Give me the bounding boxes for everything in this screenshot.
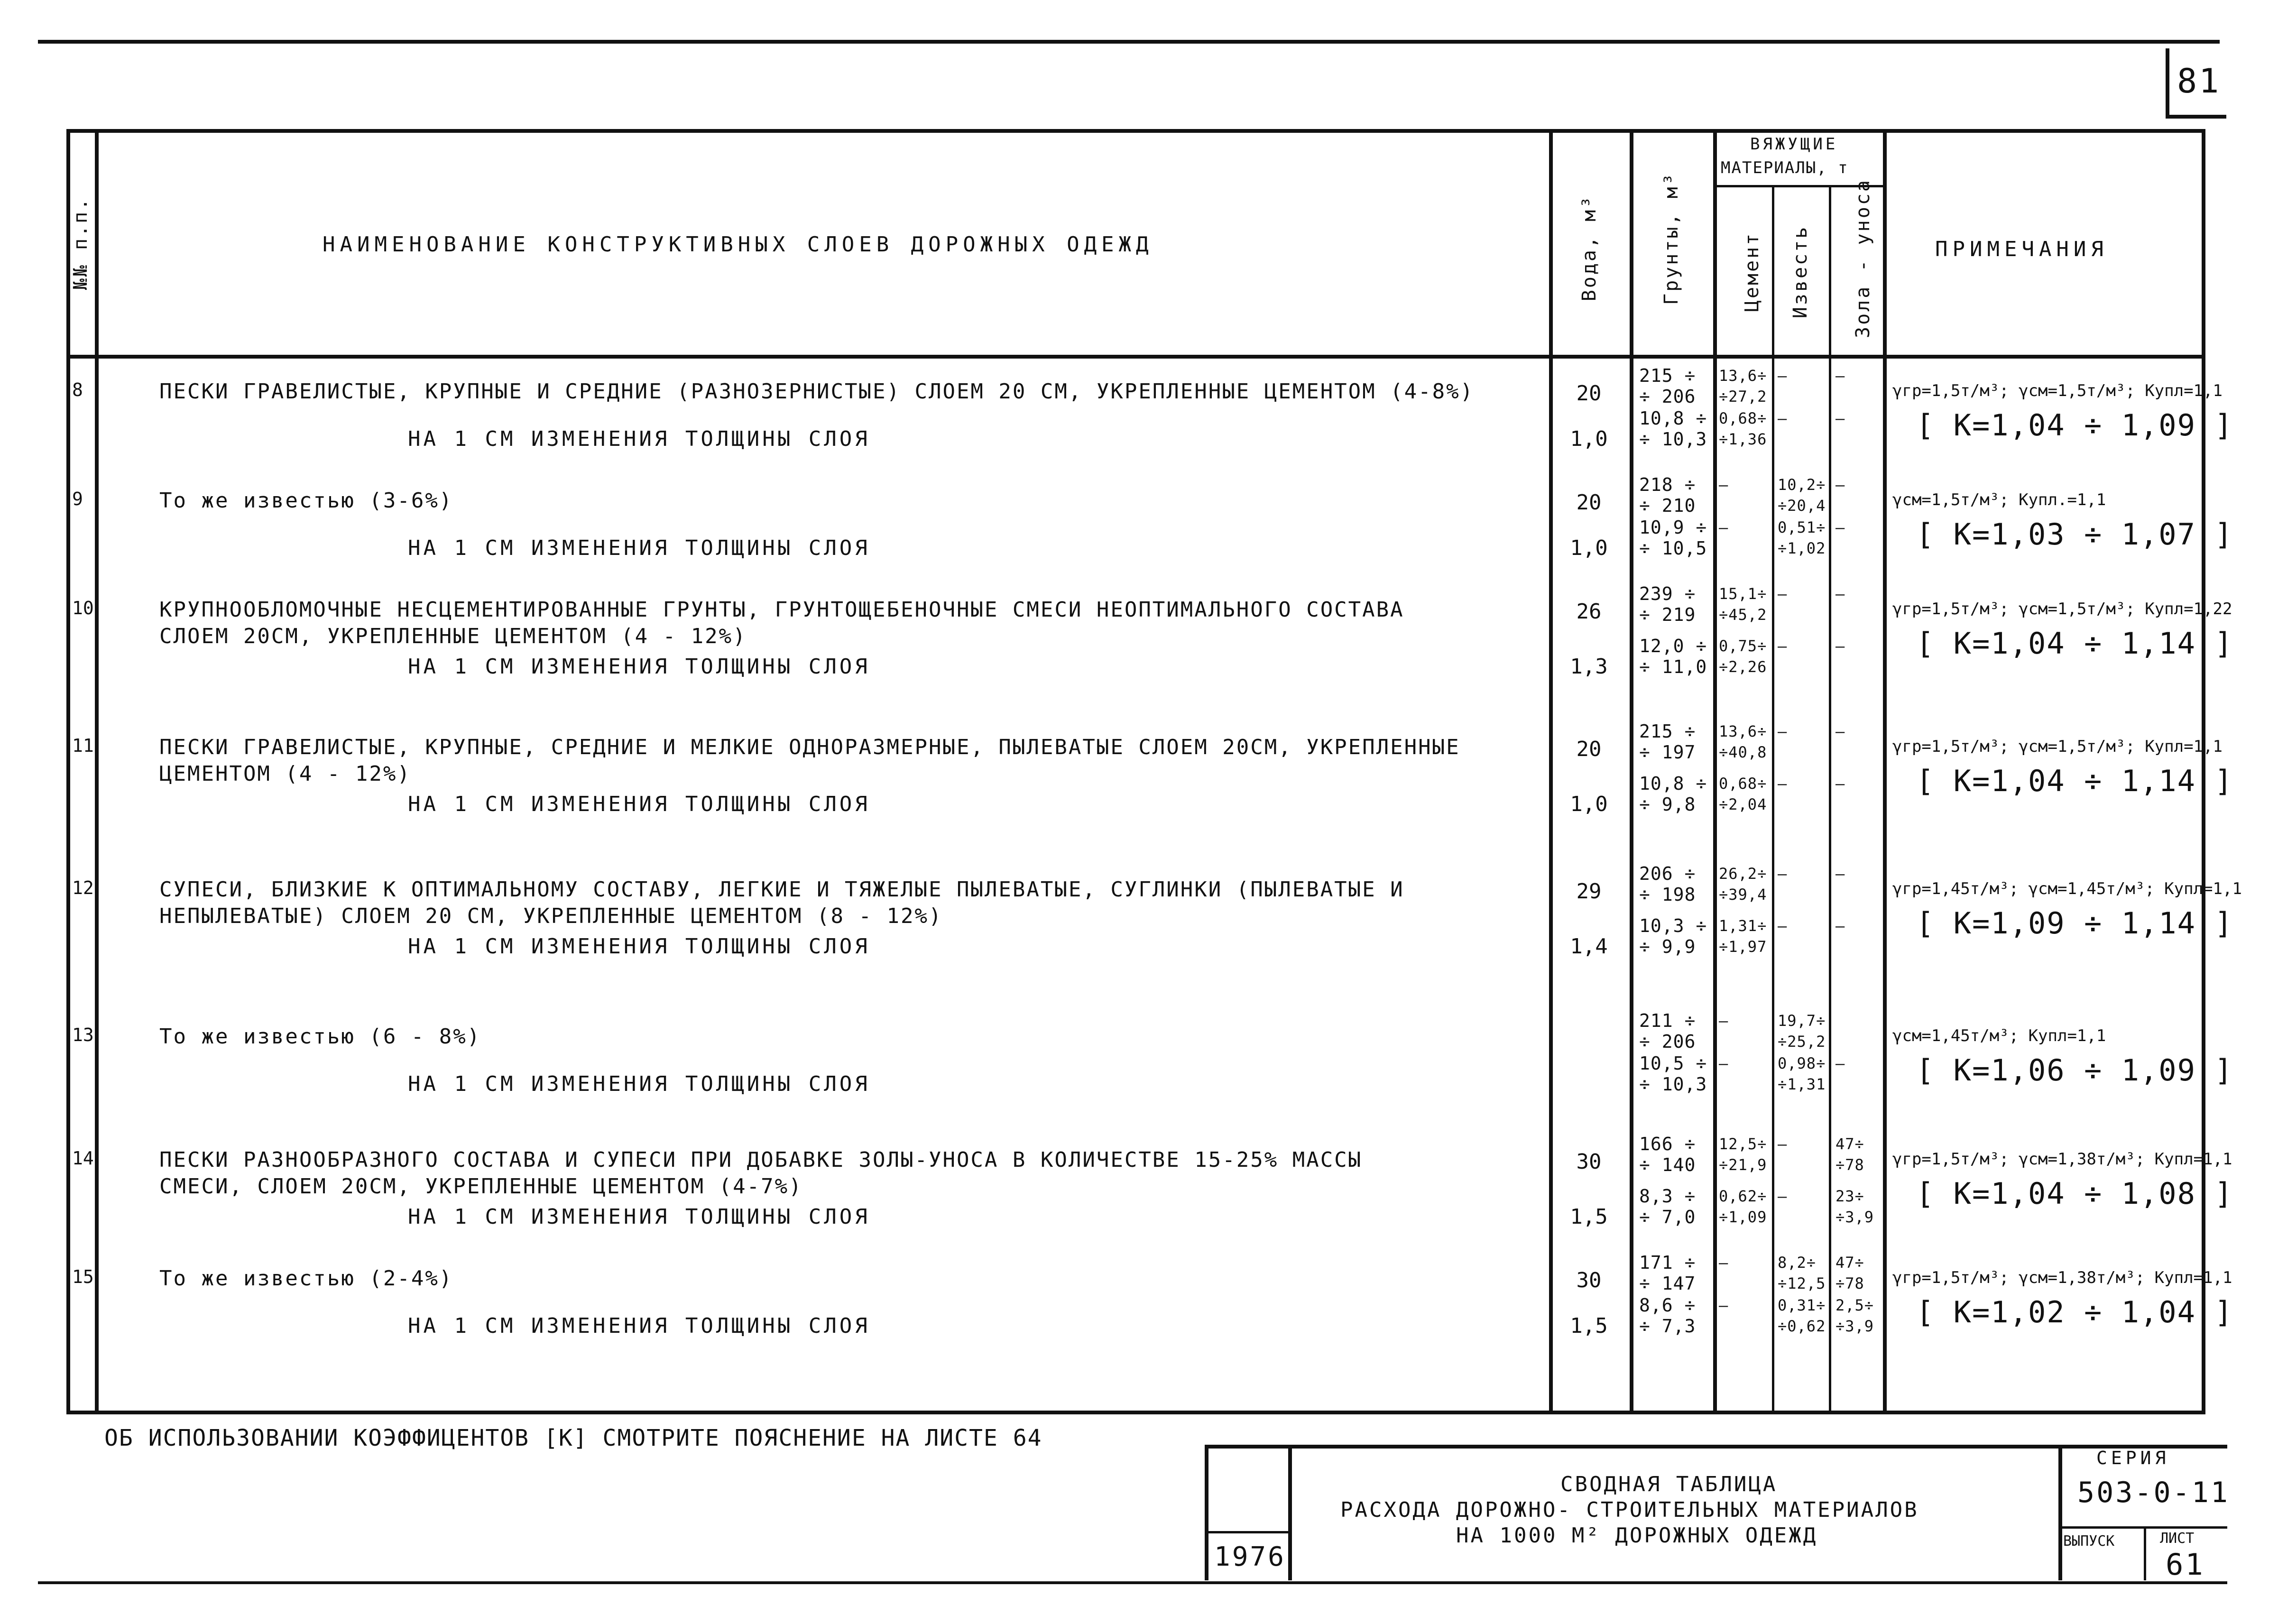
- stamp-title-3: НА 1000 М² ДОРОЖНЫХ ОДЕЖД: [1456, 1523, 1818, 1548]
- cement-range-per-cm: 0,68÷ ÷2,04: [1719, 775, 1767, 813]
- bottom-rule: [38, 1581, 2227, 1584]
- row-number: 14: [72, 1148, 94, 1169]
- page-number: 81: [2177, 62, 2221, 101]
- soil-range-per-cm: 10,8 ÷ ÷ 9,8: [1639, 773, 1707, 815]
- cement-range: 13,6÷ ÷27,2: [1719, 367, 1767, 406]
- note-coefficient: [ К=1,04 ÷ 1,14 ]: [1916, 626, 2233, 661]
- stamp-series-rule: [2058, 1526, 2227, 1529]
- lime-range-per-cm: 0,51÷ ÷1,02: [1778, 518, 1826, 557]
- ash-range-per-cm: —: [1835, 637, 1845, 655]
- ash-range-per-cm: —: [1835, 917, 1845, 935]
- water-value-per-cm: 1,0: [1570, 536, 1608, 560]
- cement-range: 12,5÷ ÷21,9: [1719, 1135, 1767, 1174]
- ash-range: —: [1835, 476, 1845, 494]
- cement-range-per-cm: —: [1719, 518, 1729, 536]
- soil-range: 166 ÷ ÷ 140: [1639, 1134, 1696, 1175]
- soil-range-per-cm: 10,3 ÷ ÷ 9,9: [1639, 915, 1707, 957]
- layer-name: То же известью (3-6%): [159, 489, 453, 513]
- note-density: γгр=1,5т/м³; γсм=1,5т/м³; Купл=1,22: [1892, 600, 2232, 618]
- water-value-per-cm: 1,5: [1570, 1314, 1608, 1338]
- layer-name: ПЕСКИ ГРАВЕЛИСТЫЕ, КРУПНЫЕ И СРЕДНИЕ (РАЗНОЗЕРНИСТЫЕ) СЛОЕМ 20 СМ, УКРЕПЛЕННЫЕ ЦЕМЕНТОМ (4-8%): [159, 379, 1475, 404]
- note-coefficient: [ К=1,04 ÷ 1,09 ]: [1916, 408, 2233, 443]
- cement-range: 15,1÷ ÷45,2: [1719, 585, 1767, 624]
- top-rule: [38, 40, 2220, 44]
- water-value-per-cm: 1,5: [1570, 1205, 1608, 1229]
- cement-range-per-cm: 1,31÷ ÷1,97: [1719, 917, 1767, 956]
- col-sep-name: [1549, 129, 1553, 1414]
- water-value-per-cm: 1,4: [1570, 934, 1608, 959]
- water-value-per-cm: 1,0: [1570, 427, 1608, 451]
- lime-range: —: [1778, 367, 1788, 385]
- soil-range-per-cm: 10,9 ÷ ÷ 10,5: [1639, 517, 1707, 559]
- header-soil: Грунты, м³: [1660, 172, 1682, 305]
- footnote: ОБ ИСПОЛЬЗОВАНИИ КОЭФФИЦЕНТОВ [К] СМОТРИТЕ ПОЯСНЕНИЕ НА ЛИСТЕ 64: [104, 1425, 1042, 1451]
- header-ash: Зола - уноса: [1852, 178, 1874, 338]
- soil-range: 239 ÷ ÷ 219: [1639, 583, 1696, 625]
- soil-range: 171 ÷ ÷ 147: [1639, 1252, 1696, 1294]
- col-sep-water: [1630, 129, 1633, 1414]
- soil-range: 211 ÷ ÷ 206: [1639, 1010, 1696, 1052]
- layer-name-cont: СЛОЕМ 20СМ, УКРЕПЛЕННЫЕ ЦЕМЕНТОМ (4 - 12%): [159, 624, 747, 648]
- note-coefficient: [ К=1,04 ÷ 1,14 ]: [1916, 764, 2233, 798]
- stamp-sep-series: [2058, 1445, 2062, 1580]
- ash-range: —: [1835, 585, 1845, 603]
- per-cm-label: НА 1 СМ ИЗМЕНЕНИЯ ТОЛЩИНЫ СЛОЯ: [408, 792, 870, 816]
- per-cm-label: НА 1 СМ ИЗМЕНЕНИЯ ТОЛЩИНЫ СЛОЯ: [408, 1072, 870, 1096]
- layer-name: ПЕСКИ РАЗНООБРАЗНОГО СОСТАВА И СУПЕСИ ПРИ ДОБАВКЕ ЗОЛЫ-УНОСА В КОЛИЧЕСТВЕ 15-25% МАССЫ: [159, 1148, 1363, 1172]
- layer-name-cont: НЕПЫЛЕВАТЫЕ) СЛОЕМ 20 СМ, УКРЕПЛЕННЫЕ ЦЕМЕНТОМ (8 - 12%): [159, 904, 943, 928]
- note-density: γгр=1,5т/м³; γсм=1,38т/м³; Купл=1,1: [1892, 1150, 2232, 1169]
- lime-range: —: [1778, 585, 1788, 603]
- stamp-title-1: СВОДНАЯ ТАБЛИЦА: [1560, 1472, 1778, 1496]
- per-cm-label: НА 1 СМ ИЗМЕНЕНИЯ ТОЛЩИНЫ СЛОЯ: [408, 1314, 870, 1338]
- soil-range-per-cm: 10,5 ÷ ÷ 10,3: [1639, 1053, 1707, 1095]
- ash-range-per-cm: 23÷ ÷3,9: [1835, 1187, 1874, 1226]
- lime-range-per-cm: 0,98÷ ÷1,31: [1778, 1054, 1826, 1093]
- per-cm-label: НА 1 СМ ИЗМЕНЕНИЯ ТОЛЩИНЫ СЛОЯ: [408, 427, 870, 451]
- ash-range-per-cm: —: [1835, 409, 1845, 427]
- cement-range-per-cm: 0,75÷ ÷2,26: [1719, 637, 1767, 676]
- note-density: γгр=1,45т/м³; γсм=1,45т/м³; Купл=1,1: [1892, 879, 2242, 898]
- note-coefficient: [ К=1,04 ÷ 1,08 ]: [1916, 1176, 2233, 1211]
- header-notes: ПРИМЕЧАНИЯ: [1935, 237, 2108, 261]
- note-coefficient: [ К=1,02 ÷ 1,04 ]: [1916, 1295, 2233, 1329]
- layer-name: То же известью (2-4%): [159, 1266, 453, 1291]
- lime-range: 19,7÷ ÷25,2: [1778, 1012, 1826, 1051]
- header-name: НАИМЕНОВАНИЕ КОНСТРУКТИВНЫХ СЛОЕВ ДОРОЖНЫХ ОДЕЖД: [323, 232, 1153, 257]
- col-sep-num: [95, 129, 99, 1414]
- header-binders-top: ВЯЖУЩИЕ: [1750, 135, 1838, 154]
- note-density: γгр=1,5т/м³; γсм=1,5т/м³; Купл=1,1: [1892, 737, 2223, 756]
- ash-range-per-cm: —: [1835, 518, 1845, 536]
- note-coefficient: [ К=1,03 ÷ 1,07 ]: [1916, 517, 2233, 552]
- note-density: γсм=1,45т/м³; Купл=1,1: [1892, 1026, 2106, 1045]
- row-number: 11: [72, 735, 94, 756]
- water-value: 20: [1576, 381, 1602, 406]
- layer-name: КРУПНООБЛОМОЧНЫЕ НЕСЦЕМЕНТИРОВАННЫЕ ГРУНТЫ, ГРУНТОЩЕБЕНОЧНЫЕ СМЕСИ НЕОПТИМАЛЬНОГО СОСТАВА: [159, 598, 1404, 622]
- col-sep-cement: [1772, 185, 1774, 1414]
- header-lime: Известь: [1789, 225, 1811, 319]
- lime-range-per-cm: 0,31÷ ÷0,62: [1778, 1296, 1826, 1335]
- header-cement: Цемент: [1741, 231, 1763, 312]
- per-cm-label: НА 1 СМ ИЗМЕНЕНИЯ ТОЛЩИНЫ СЛОЯ: [408, 536, 870, 560]
- cement-range: —: [1719, 476, 1729, 494]
- lime-range-per-cm: —: [1778, 917, 1788, 935]
- stamp-series-value: 503-0-11: [2077, 1476, 2230, 1509]
- ash-range: —: [1835, 722, 1845, 740]
- water-value: 20: [1576, 737, 1602, 761]
- lime-range-per-cm: —: [1778, 1187, 1788, 1205]
- soil-range-per-cm: 12,0 ÷ ÷ 11,0: [1639, 636, 1707, 677]
- lime-range: 10,2÷ ÷20,4: [1778, 476, 1826, 515]
- water-value: 29: [1576, 879, 1602, 904]
- row-number: 8: [72, 379, 83, 400]
- header-water: Вода, м³: [1578, 194, 1600, 302]
- layer-name: ПЕСКИ ГРАВЕЛИСТЫЕ, КРУПНЫЕ, СРЕДНИЕ И МЕЛКИЕ ОДНОРАЗМЕРНЫЕ, ПЫЛЕВАТЫЕ СЛОЕМ 20СМ, УКРЕПЛЕННЫЕ: [159, 735, 1460, 759]
- water-value-per-cm: 1,3: [1570, 655, 1608, 679]
- water-value: 30: [1576, 1268, 1602, 1292]
- water-value: 20: [1576, 490, 1602, 515]
- cement-range: —: [1719, 1254, 1729, 1272]
- soil-range: 215 ÷ ÷ 197: [1639, 721, 1696, 763]
- cement-range: 26,2÷ ÷39,4: [1719, 865, 1767, 904]
- row-number: 13: [72, 1024, 94, 1045]
- row-number: 15: [72, 1266, 94, 1287]
- header-rule: [66, 355, 2205, 359]
- soil-range: 218 ÷ ÷ 210: [1639, 474, 1696, 516]
- layer-name-cont: ЦЕМЕНТОМ (4 - 12%): [159, 762, 411, 786]
- layer-name-cont: СМЕСИ, СЛОЕМ 20СМ, УКРЕПЛЕННЫЕ ЦЕМЕНТОМ (4-7%): [159, 1174, 803, 1199]
- row-number: 10: [72, 598, 94, 618]
- lime-range-per-cm: —: [1778, 409, 1788, 427]
- note-density: γгр=1,5т/м³; γсм=1,38т/м³; Купл=1,1: [1892, 1268, 2232, 1287]
- stamp-title-2: РАСХОДА ДОРОЖНО- СТРОИТЕЛЬНЫХ МАТЕРИАЛОВ: [1340, 1498, 1919, 1522]
- col-sep-ash: [1883, 129, 1887, 1414]
- ash-range: —: [1835, 367, 1845, 385]
- soil-range-per-cm: 10,8 ÷ ÷ 10,3: [1639, 408, 1707, 450]
- water-value: 26: [1576, 600, 1602, 624]
- soil-range-per-cm: 8,6 ÷ ÷ 7,3: [1639, 1295, 1696, 1337]
- ash-range-per-cm: —: [1835, 1054, 1845, 1072]
- lime-range-per-cm: —: [1778, 775, 1788, 793]
- stamp-issue-sep: [2144, 1526, 2146, 1580]
- note-coefficient: [ К=1,06 ÷ 1,09 ]: [1916, 1053, 2233, 1088]
- layer-name: То же известью (6 - 8%): [159, 1024, 481, 1049]
- stamp-series-label: СЕРИЯ: [2096, 1448, 2170, 1468]
- soil-range: 206 ÷ ÷ 198: [1639, 863, 1696, 905]
- stamp-issue-label: ВЫПУСК: [2063, 1533, 2115, 1550]
- water-value-per-cm: 1,0: [1570, 792, 1608, 816]
- stamp-year: 1976: [1214, 1541, 1286, 1572]
- lime-range-per-cm: —: [1778, 637, 1788, 655]
- cement-range: 13,6÷ ÷40,8: [1719, 722, 1767, 761]
- cement-range-per-cm: 0,62÷ ÷1,09: [1719, 1187, 1767, 1226]
- ash-range-per-cm: —: [1835, 775, 1845, 793]
- water-value: 30: [1576, 1150, 1602, 1174]
- cement-range: —: [1719, 1012, 1729, 1030]
- lime-range: —: [1778, 1135, 1788, 1153]
- row-number: 12: [72, 877, 94, 898]
- ash-range: 47÷ ÷78: [1835, 1254, 1864, 1292]
- per-cm-label: НА 1 СМ ИЗМЕНЕНИЯ ТОЛЩИНЫ СЛОЯ: [408, 1205, 870, 1229]
- cement-range-per-cm: —: [1719, 1296, 1729, 1314]
- soil-range-per-cm: 8,3 ÷ ÷ 7,0: [1639, 1186, 1696, 1227]
- layer-name: СУПЕСИ, БЛИЗКИЕ К ОПТИМАЛЬНОМУ СОСТАВУ, ЛЕГКИЕ И ТЯЖЕЛЫЕ ПЫЛЕВАТЫЕ, СУГЛИНКИ (ПЫЛЕВАТЫЕ И: [159, 877, 1404, 902]
- soil-range: 215 ÷ ÷ 206: [1639, 365, 1696, 407]
- col-sep-lime: [1829, 185, 1831, 1414]
- cement-range-per-cm: —: [1719, 1054, 1729, 1072]
- stamp-sep-year: [1288, 1445, 1292, 1580]
- header-binders-bottom: МАТЕРИАЛЫ, т: [1721, 158, 1849, 177]
- per-cm-label: НА 1 СМ ИЗМЕНЕНИЯ ТОЛЩИНЫ СЛОЯ: [408, 934, 870, 959]
- row-number: 9: [72, 489, 83, 509]
- note-density: γгр=1,5т/м³; γсм=1,5т/м³; Купл=1,1: [1892, 381, 2223, 400]
- ash-range: —: [1835, 865, 1845, 883]
- lime-range: 8,2÷ ÷12,5: [1778, 1254, 1826, 1292]
- cement-range-per-cm: 0,68÷ ÷1,36: [1719, 409, 1767, 448]
- ash-range-per-cm: 2,5÷ ÷3,9: [1835, 1296, 1874, 1335]
- note-coefficient: [ К=1,09 ÷ 1,14 ]: [1916, 906, 2233, 941]
- stamp-year-rule: [1205, 1531, 1288, 1533]
- note-density: γсм=1,5т/м³; Купл.=1,1: [1892, 490, 2106, 509]
- stamp-sheet-value: 61: [2166, 1547, 2205, 1582]
- lime-range: —: [1778, 722, 1788, 740]
- header-num: №№ п.п.: [70, 196, 92, 290]
- ash-range: 47÷ ÷78: [1835, 1135, 1864, 1174]
- per-cm-label: НА 1 СМ ИЗМЕНЕНИЯ ТОЛЩИНЫ СЛОЯ: [408, 655, 870, 679]
- stamp-sheet-label: ЛИСТ: [2160, 1530, 2195, 1547]
- col-sep-soil: [1713, 129, 1717, 1414]
- lime-range: —: [1778, 865, 1788, 883]
